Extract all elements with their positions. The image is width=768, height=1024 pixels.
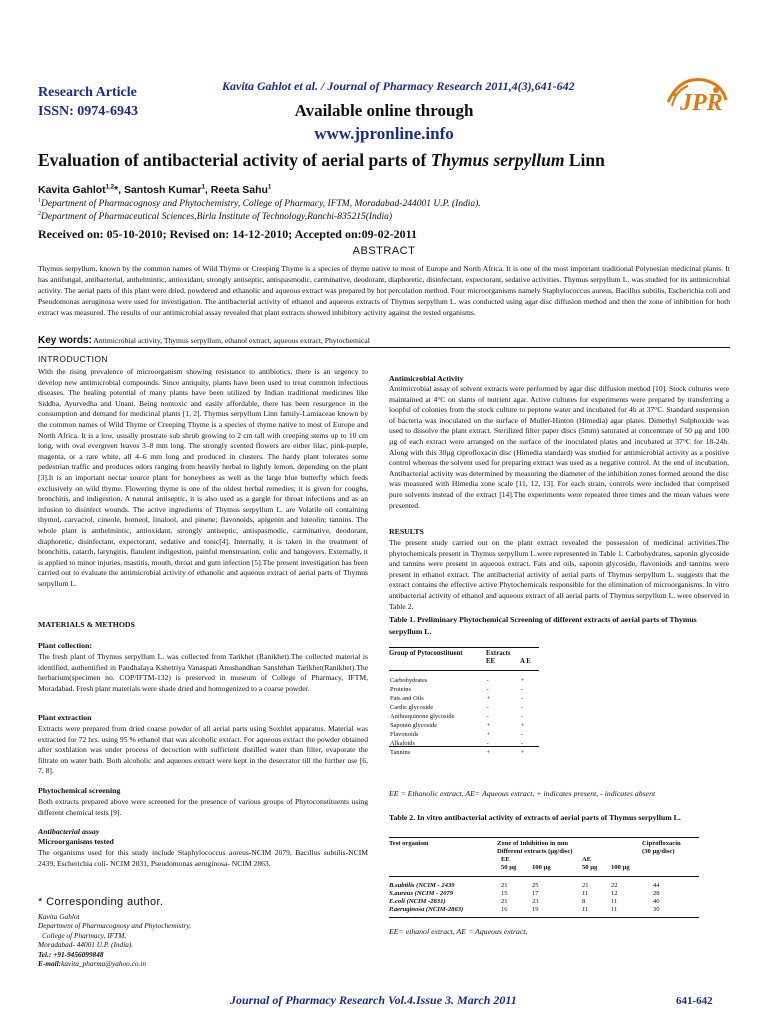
plant-collection-heading: Plant collection:	[38, 641, 92, 650]
table2-cell-ee50: 15	[501, 890, 508, 897]
author-sup: 1,2	[105, 184, 115, 191]
title-suffix: Linn	[568, 150, 605, 170]
table1-cell-name: Anthraquinone glycoside	[390, 713, 455, 720]
table1-cell-ae: -	[520, 740, 523, 747]
aff-text: Department of Pharmaceutical Sciences,Birla Institute of Technology,Ranchi-835215(India)	[41, 212, 393, 223]
plant-collection-text: The fresh plant of Thymus serpyllum L. was collected from Tarikhet (Ranikhet).The collected material is identified, authentified in Paudhalaya Kshetriya Vanaspati Anushandhan Sanshthan Tarikhet(Ranikhet).The herbarium(specimen no. COP/IFTM-132) is preserved in museum of College of Pharmacy, IFTM, Moradabad. Fresh plant materials were shade dried and homogenized to a coarse powder.	[38, 652, 368, 693]
table1-cell-ee: -	[486, 713, 489, 720]
table2-col-cipro-dose: (30 µg/disc)	[642, 848, 675, 855]
table1-col-ae: A E	[520, 658, 531, 665]
table2-row	[389, 882, 699, 890]
table1-cell-name: Flavonoids	[390, 731, 419, 738]
divider	[38, 347, 730, 348]
table1-cell-ae: +	[520, 722, 525, 729]
table2-cell-ee100: 17	[532, 890, 539, 897]
mm-heading: MATERIALS & METHODS	[38, 620, 135, 629]
corr-line: Kavita Gahlot	[38, 912, 80, 921]
website-link[interactable]: www.jpronline.info	[314, 124, 454, 143]
table2-rule-top	[389, 837, 699, 838]
corr-line: College of Pharmacy, IFTM,	[42, 930, 127, 940]
corr-email-label: E-mail:	[38, 959, 62, 969]
corr-tel: Tel.: +91-9456099848	[38, 949, 104, 959]
footer-journal: Journal of Pharmacy Research Vol.4.Issue 3. March 2011	[230, 993, 517, 1007]
author-name: Reeta Sahu	[210, 184, 268, 196]
table1-row	[389, 712, 539, 721]
table2-col-ae: AE	[582, 856, 592, 863]
jpr-logo-icon	[660, 72, 732, 124]
table2-cell-org: E.coli (NCIM -2831)	[389, 898, 446, 905]
table1-row	[389, 721, 539, 730]
author-list: Kavita Gahlot$^{1,2}$*, Santosh Kumar$^1$, Reeta Sahu$^1$	[38, 184, 272, 196]
aff-sup: 2	[38, 211, 41, 217]
table1-caption: Table 1. Preliminary Phytochemical Screening of different extracts of aerial parts of Thymus serpyllum L.	[389, 615, 697, 636]
table1-rule-mid	[389, 670, 539, 671]
abstract-text: Thymus serpyllum, known by the common names of Wild Thyme or Creeping Thyme is a species of thyme native to most of Europe and North Africa. It is one of the most important traditional Polynesian medicinal plants. It has antifungal, antibacterial, anthelmintic, antioxidant, strongly antiseptic, antispasmodic, carminative, deodorant, diaphoretic, disinfectant, expectorant, sedative activities. Thymus serpyllum L. was studied for its antimicrobial activity. The aerial parts of this plant were dried, powdered and ethanolic and aqueous extract was prepared by hot percolation method. Four microorganisms namely Staphylococcus aureus, Bacillus subtilis, Escherichia coli and Pseudomonas aeruginosa were used for investigation. The antibacterial activity of ethanol and aqueous extracts of Thymus serpyllum L. was conducted using agar disc diffusion method and then the zone of inhibition for both extract was measured. The results of our antimicrobial assay revealed that plant extracts showed inhibitory activity against the tested organisms.	[38, 264, 730, 317]
table1-cell-ee: +	[486, 722, 491, 729]
table2-cell-org: S.aureus (NCIM - 2079	[389, 890, 454, 897]
table2-cell-ee100: 23	[532, 898, 539, 905]
received-dates: Received on: 05-10-2010; Revised on: 14-12-2010; Accepted on:09-02-2011	[38, 227, 417, 241]
table1-note: EE = Ethanolic extract, AE= Aqueous extract, + indicates present, - indicates absent	[389, 789, 656, 798]
table2-cell-ae100: 11	[611, 906, 618, 913]
results-heading: RESULTS	[389, 527, 424, 536]
paper-title	[38, 150, 738, 171]
aff-text: Department of Pharmacognosy and Phytochemistry, College of Pharmacy, IFTM, Moradabad-244001 U.P. (India).	[41, 199, 481, 210]
table2-cell-ae50: 21	[582, 882, 589, 889]
aff-sup: 1	[38, 198, 41, 204]
table1-row	[389, 703, 539, 712]
table2-cell-org: P.aeruginosa (NCIM-2863)	[389, 906, 464, 913]
antimicrobial-heading: Antimicrobial Activity	[389, 374, 464, 383]
table2-cell-ae100: 12	[611, 890, 618, 897]
article-type: Research Article	[38, 85, 137, 100]
affiliation-1	[38, 198, 481, 209]
table1-header	[389, 650, 569, 665]
phyto-heading: Phytochemical screening	[38, 786, 121, 795]
table2-row	[389, 890, 699, 898]
table1-col-extracts: Extracts	[486, 650, 511, 657]
table2-caption: Table 2. In vitro antibacterial activity of extracts of aerial parts of Thymus serpyllum L.	[389, 813, 681, 822]
table2-cell-org: B.subtilis (NCIM - 2439	[389, 882, 455, 889]
intro-text: With the rising prevalence of microorganism showing resistance to antibiotics, there is an urgency to develop new antimicrobial compounds. Since antiquity, plants have been used to treat common infectious diseases. The healing potential of many plants have been utilized by Indian traditional medicines like Siddha, Ayurvedha and Unani. Being nontoxic and easily affordable, there has been resurgence in the consumption and demand for medicinal plants [1, 2]. Thymus serpyllum Linn family-Lamiaceae known by the common names of Wild Thyme or Creeping Thyme is a species of thyme native to most of Europe and North Africa. It is a low, usually prostrate sub shrub growing to 2 cm tall with creeping stems up to 10 cm long, with oval evergreen leaves 3–8 mm long. The strongly scented flowers are either lilac, pink-purple, magenta, or a rare white, all 4–6 mm long and produced in clusters. The hardy plant tolerates some pedestrian traffic and produces odors ranging from heavily herbal to lightly lemon, depending on the plant [3].It is an important nectar source plant for honeybees as well as the large blue butterfly which feeds exclusively on wild thyme. Flowering thyme is one of the oldest herbal remedies; it is given for coughs, bronchitis, and indigestion. A natural antiseptic, it is also used as a gargle for throat infections and as an infusion to disinfect wounds. The active ingredients of Thymus serpyllum L. are Volatile oil containing thymol, carvacrol, cineole, borneol, linalool, and pinene; flavonoids, apigenin and luteolin; tannins. The whole plant is anthelmintic, antioxidant, strongly antiseptic, antispasmodic, carminative, deodorant, diaphoretic, disinfectant, expectorant, sedative and tonic[4]. Internally, it is taken in the treatment of bronchitis, catarrh, laryngitis, flatulent indigestion, painful menstruation, colic and hangovers. Externally, it is applied to minor injuries, mastitis, mouth, throat and gum infection [5].The present investigation has been carried out to evaluate the antimicrobial activity of ethanolic and aqueous extract of aerial parts of Thymus serpyllum L.	[38, 367, 368, 588]
results-text: The present study carried out on the plant extract revealed the possession of medicinal activities.The phytochemicals present in Thymus serpyllum L.were represented in Table 1. Carbohydrates, saponin glycoside and tannins were present in aqueous extract. Fats and oils, saponin glycoside, flavoniods and tannins were present in ethanol extract. The antibacterial activity of aerial parts of Thymus serpyllum L. suggests that the extract contains the effective active Phytochemicals responsible for the elimination of microorganisms. In vitro antibacterial activity of ethanol and aqueous extract of all aerial parts of Thymus serpyllum L. were observed in Table 2.	[389, 538, 729, 611]
table2-col-diff: Different extracts (µg/disc)	[497, 848, 573, 855]
table2-col-org: Test organism	[389, 840, 429, 847]
table1-cell-ae: -	[520, 713, 523, 720]
organisms-text: The organisms used for this study include Staphylococcus aureus-NCIM 2079, Bacillus subtilis-NCIM 2439, Escherichia coli- NCIM 2831, Pseudomonas aeruginosa- NCIM 2863.	[38, 848, 368, 868]
table2-cell-cipro: 40	[653, 898, 660, 905]
keywords	[38, 335, 370, 346]
table2-rule-mid	[389, 876, 699, 877]
table2-dose-50: 50 µg	[501, 864, 517, 871]
journal-logo	[660, 72, 732, 124]
author-name: Kavita Gahlot	[38, 184, 106, 196]
table2-cell-ae100: 11	[611, 898, 618, 905]
table1-col-group: Group of Pytoconstituent	[389, 650, 463, 657]
table2-header	[389, 840, 699, 876]
author-mark: *	[114, 184, 119, 196]
table2-cell-cipro: 28	[653, 890, 660, 897]
corresponding-heading: * Corresponding author.	[38, 896, 164, 908]
table2-rule-bottom	[389, 917, 699, 918]
table1-cell-name: Proteins	[390, 686, 411, 693]
author-name: Santosh Kumar	[123, 184, 202, 196]
table1-cell-ee: -	[486, 704, 489, 711]
table1-cell-ee: -	[486, 686, 489, 693]
footer-pages: 641-642	[676, 995, 713, 1007]
abstract-heading: ABSTRACT	[352, 245, 416, 257]
antimicrobial-text: Antimicrobial assay of solvent extracts were performed by agar disc diffusion method [10]. Stock cultures were maintained at 4°C on slants of nutrient agar. Active cultures for experiments were prepared by transferring a loopful of colonies from the stock culture to peptone water and incubated for 4h at 37°C. Standard suspension of bacteria was inoculated on the surface of Muller-Hinton (Himedia) agar plates. Dimethyl Sulphoxide was used to dissolve the plant extract. Sterilized filter paper discs (5mm) saturated at concentrate of 50 µg and 100 µg of each extract were arranged on the surface of the inoculated plates and incubated at 37°C for 18-24h. Along with this 30µg ciprofloxacin disc (Himedia standard) was studied for antimicrobial activity as a positive control whereas the solvent used for preparing extract was used as a negative control. At the end of incubation, Antibacterial activity was determined by measuring the diameter of the inhibition zones formed around the disc was measured with Himedia zone scale [11, 12, 13]. For each strain, controls were included that comprised pure solvents instead of the extract [14].The experiments were repeated three times and the mean values were presented.	[389, 384, 729, 510]
keywords-text: Antimicrobial activity, Thymus serpyllum, ethanol extract, aqueous extract, Phytochemical	[93, 336, 370, 345]
table1-col-ee: EE	[486, 658, 496, 665]
table2-cell-ae100: 22	[611, 882, 618, 889]
table1-rule-bottom	[389, 746, 539, 747]
extraction-text: Extracts were prepared from dried coarse powder of all aerial parts using Soxhlet apparatus. Material was extracted for 72 hrs. using 95 % ethanol that was alcoholic extract. For aqueous extract the powder obtained after soxhlation was under process of decoction with sufficient distilled water than filter, evaporate the filtrate on water bath. Both alcoholic and aqueous extract were kept in the desecrator till the further use [6, 7, 8].	[38, 724, 368, 776]
table2-cell-ae50: 11	[582, 890, 589, 897]
table2-cell-ae50: 11	[582, 906, 589, 913]
corr-line: Moradabad- 44001 U.P. (India).	[38, 940, 134, 950]
table1-cell-ae: +	[520, 677, 525, 684]
table1-cell-name: Alkaloids	[390, 740, 415, 747]
table2-col-zone: Zone of Inhibition in mm	[497, 840, 569, 847]
table1-row	[389, 676, 539, 685]
table1-cell-ee: +	[486, 749, 491, 756]
table1-cell-name: Carbohydrates	[390, 677, 428, 684]
table2-dose-50: 50 µg	[582, 864, 598, 871]
logo-text: JPR	[680, 90, 723, 116]
table2-row	[389, 898, 699, 906]
table2-dose-100: 100 µg	[532, 864, 551, 871]
table1-cell-name: Tannins	[390, 749, 411, 756]
table1-cell-name: Saponin glycoside	[390, 722, 438, 729]
table1-cell-ee: +	[486, 695, 491, 702]
assay-heading: Antibacterial assay	[38, 827, 100, 836]
table1	[389, 676, 539, 757]
table1-body	[389, 676, 539, 757]
issn: ISSN: 0974-6943	[38, 104, 138, 119]
table1-cell-ae: -	[520, 695, 523, 702]
table1-cell-ae: +	[520, 749, 525, 756]
table2-col-ee: EE	[501, 856, 510, 863]
table1-cell-name: Cardic glycoside	[390, 704, 434, 711]
table1-row	[389, 685, 539, 694]
journal-citation: Kavita Gahlot et al. / Journal of Pharmacy Research 2011,4(3),641-642	[222, 79, 575, 93]
title-species: Thymus serpyllum	[430, 150, 565, 170]
table1-rule-top	[389, 647, 539, 648]
table2-cell-cipro: 30	[653, 906, 660, 913]
corr-line: Department of Pharmacognosy and Phytochemistry,	[38, 921, 192, 931]
corresponding-block	[38, 912, 191, 968]
table2-cell-ae50: 8	[582, 898, 586, 905]
table1-row	[389, 748, 539, 757]
table1-cell-name: Fats and Oils	[390, 695, 424, 702]
organisms-heading: Microorganisms tested	[38, 837, 114, 846]
table2-cell-ee50: 16	[501, 906, 508, 913]
table2-cell-ee100: 19	[532, 906, 539, 913]
table2-note: EE= ethanol extract, AE = Aqueous extract,	[389, 927, 528, 936]
table1-cell-ee: +	[486, 731, 491, 738]
table1-cell-ae: -	[520, 704, 523, 711]
table1-cell-ee: -	[486, 677, 489, 684]
author-sup: 1	[267, 184, 272, 191]
table1-row	[389, 730, 539, 739]
intro-heading: INTRODUCTION	[38, 354, 108, 364]
table1-cell-ae: -	[520, 731, 523, 738]
title-prefix: Evaluation of antibacterial activity of aerial parts of	[38, 150, 427, 170]
phyto-text: Both extracts prepared above were screened for the presence of various groups of Phytoconstituents using different chemical tests [9].	[38, 797, 368, 817]
author-sup: 1	[201, 184, 205, 191]
table2-row	[389, 906, 699, 914]
table2-cell-ee100: 25	[532, 882, 539, 889]
affiliation-2	[38, 211, 392, 222]
table2-dose-100: 100 µg	[611, 864, 630, 871]
table2-cell-cipro: 44	[653, 882, 660, 889]
table1-cell-ae: -	[520, 686, 523, 693]
extraction-heading: Plant extraction	[38, 713, 92, 722]
available-online: Available online through	[294, 101, 474, 120]
table1-row	[389, 694, 539, 703]
keywords-label: Key words:	[38, 335, 92, 346]
table2-cell-ee50: 21	[501, 898, 508, 905]
table2-body	[389, 882, 699, 916]
corr-email[interactable]: kavita_pharma@yahoo.co.in	[61, 959, 147, 969]
table2-cell-ee50: 21	[501, 882, 508, 889]
table1-cell-ee: -	[486, 740, 489, 747]
table2-col-cipro: Ciprofloxacin	[642, 840, 681, 847]
